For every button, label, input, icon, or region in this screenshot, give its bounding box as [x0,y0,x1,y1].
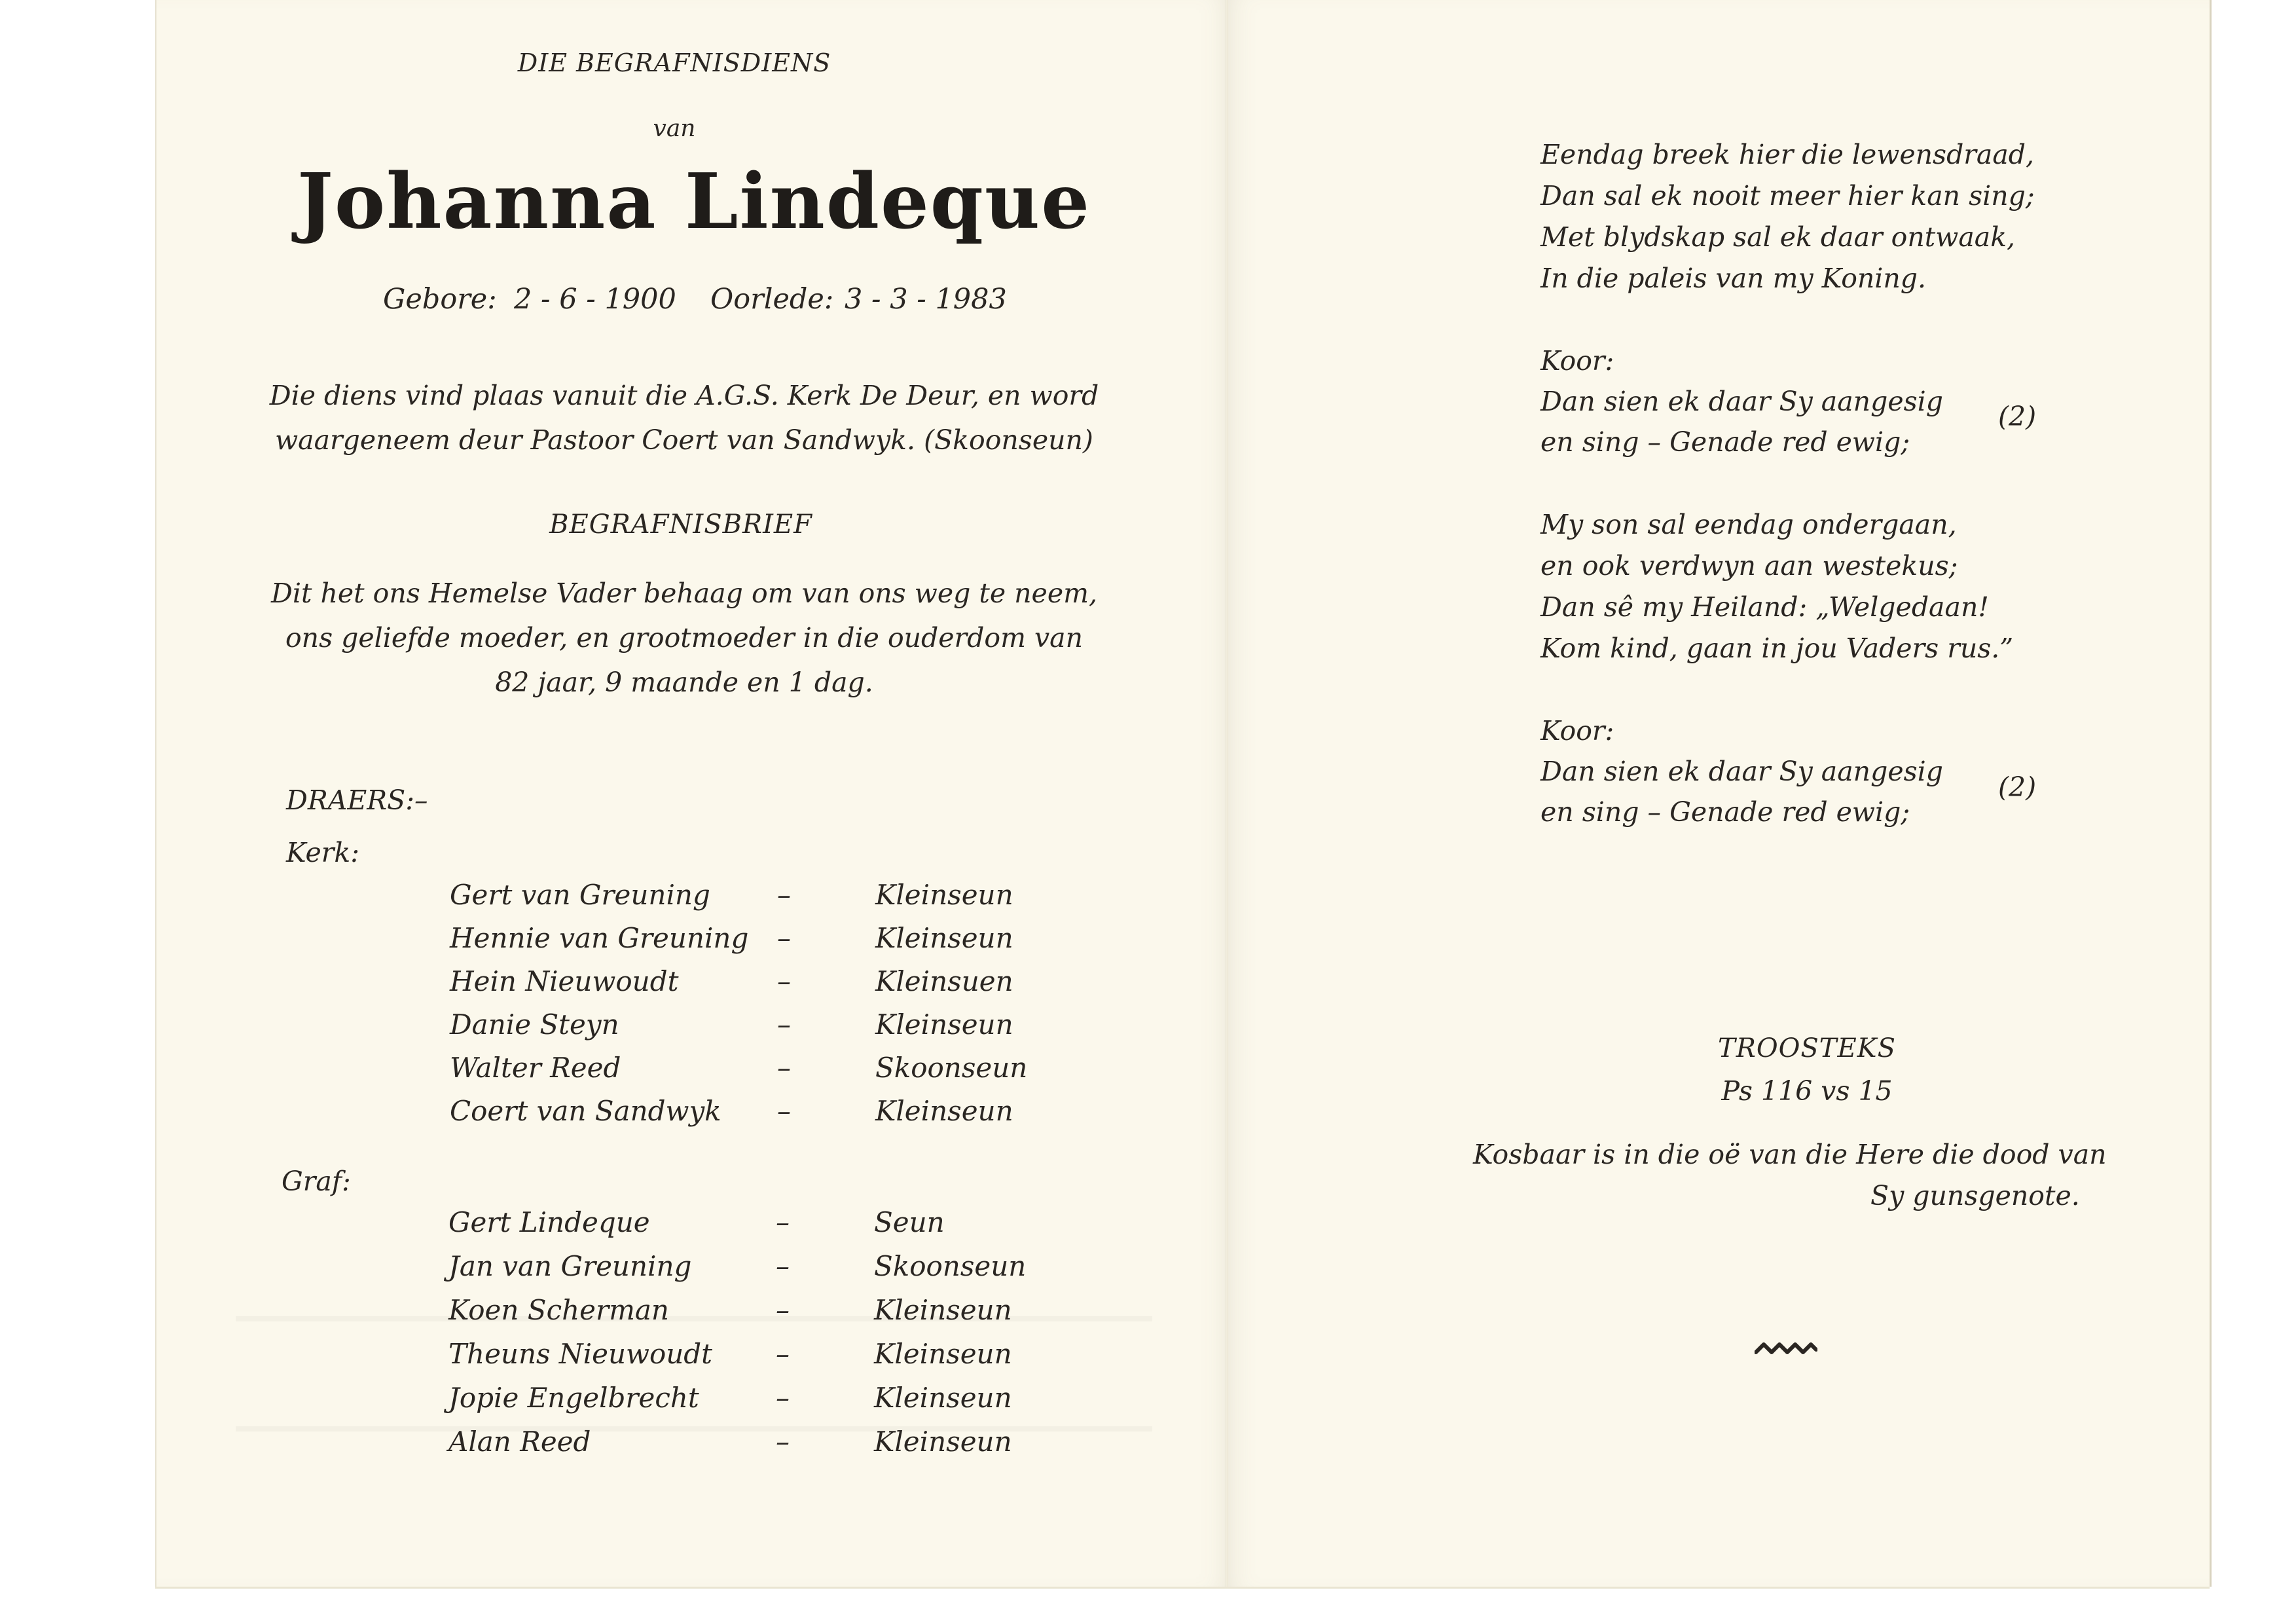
bearers-title: DRAERS:– [286,784,428,816]
chorus1-label: Koor: [1540,345,1614,377]
service-heading: DIE BEGRAFNISDIENS [517,48,831,77]
comfort-text-line-1: Kosbaar is in die oë van die Here die dood van [1473,1139,2107,1170]
bearer-name: Hein Nieuwoudt [450,965,679,997]
born-date: 2 - 6 - 1900 [514,283,676,316]
bearer-name: Koen Scherman [448,1294,669,1326]
verse2-line-3: Dan sê my Heiland: „Welgedaan! [1540,591,1989,623]
bearer-dash: – [776,1426,790,1458]
bearer-relation: Kleinseun [875,922,1013,954]
bearer-name: Danie Steyn [450,1008,619,1041]
bearer-relation: Kleinseun [874,1382,1012,1414]
bearer-dash: – [776,1338,790,1370]
letter-line-1: Dit het ons Hemelse Vader behaag om van ons weg te neem, [270,578,1097,609]
bearer-dash: – [777,922,791,954]
service-line-1: Die diens vind plaas vanuit die A.G.S. Kerk De Deur, en word [269,380,1099,411]
page-fold [1226,0,1228,1587]
van-label: van [653,115,696,142]
paper-bottom-edge [155,1587,2210,1589]
bearer-relation: Kleinsuen [875,965,1013,997]
verse1-line-4: In die paleis van my Koning. [1540,263,1927,294]
wavy-ornament-icon [1755,1339,1817,1359]
comfort-text-title: TROOSTEKS [1718,1033,1896,1063]
verse2-line-4: Kom kind, gaan in jou Vaders rus.” [1540,633,2014,664]
bearer-name: Jan van Greuning [448,1250,692,1282]
bearer-name: Hennie van Greuning [450,922,749,954]
service-line-2: waargeneem deur Pastoor Coert van Sandwyk. (Skoonseun) [275,424,1093,456]
bearer-name: Coert van Sandwyk [450,1095,721,1127]
bearer-relation: Kleinseun [875,879,1013,911]
verse1-line-1: Eendag breek hier die lewensdraad, [1540,139,2035,170]
chorus1-line-2: en sing – Genade red ewig; [1540,426,1910,458]
bearer-relation: Kleinseun [874,1426,1012,1458]
bearer-relation: Kleinseun [875,1095,1013,1127]
bearer-relation: Skoonseun [875,1052,1028,1084]
bearer-relation: Kleinseun [874,1294,1012,1326]
verse1-line-3: Met blydskap sal ek daar ontwaak, [1540,221,2016,253]
chorus2-label: Koor: [1540,715,1614,747]
bearer-dash: – [777,1052,791,1084]
verse1-line-2: Dan sal ek nooit meer hier kan sing; [1540,180,2035,212]
chorus1-line-1: Dan sien ek daar Sy aangesig [1540,386,1943,417]
bearer-dash: – [777,1095,791,1127]
kerk-bearers-list [450,879,1104,1141]
comfort-text-reference: Ps 116 vs 15 [1721,1075,1893,1107]
deceased-name: Johanna Lindeque [297,157,1091,246]
bearer-relation: Kleinseun [875,1008,1013,1041]
bearer-dash: – [776,1250,790,1282]
verse2-line-1: My son sal eendag ondergaan, [1540,509,1957,540]
verse2-line-2: en ook verdwyn aan westekus; [1540,550,1958,581]
bearer-dash: – [776,1206,790,1238]
graf-label: Graf: [282,1166,351,1197]
bearer-name: Jopie Engelbrecht [448,1382,699,1414]
died-label: Oorlede: [710,283,834,316]
bearer-name: Walter Reed [450,1052,621,1084]
bearer-dash: – [776,1382,790,1414]
bearer-dash: – [776,1294,790,1326]
chorus2-repeat: (2) [1998,771,2037,803]
bearer-relation: Seun [874,1206,945,1238]
bearer-relation: Kleinseun [874,1338,1012,1370]
letter-title: BEGRAFNISBRIEF [549,509,812,540]
bearer-dash: – [777,1008,791,1041]
bearer-dash: – [777,965,791,997]
died-date: 3 - 3 - 1983 [845,283,1007,316]
bearer-dash: – [777,879,791,911]
chorus2-line-2: en sing – Genade red ewig; [1540,796,1910,828]
bearer-name: Alan Reed [448,1426,591,1458]
chorus1-repeat: (2) [1998,401,2037,432]
comfort-text-line-2: Sy gunsgenote. [1870,1180,2080,1211]
letter-line-3: 82 jaar, 9 maande en 1 dag. [495,667,873,698]
bearer-name: Theuns Nieuwoudt [448,1338,713,1370]
chorus2-line-1: Dan sien ek daar Sy aangesig [1540,756,1943,787]
born-label: Gebore: [383,283,497,316]
graf-bearers-list [448,1206,1103,1468]
bearer-relation: Skoonseun [874,1250,1027,1282]
bearer-name: Gert van Greuning [450,879,710,911]
kerk-label: Kerk: [286,837,360,868]
bearer-name: Gert Lindeque [448,1206,650,1238]
letter-line-2: ons geliefde moeder, en grootmoeder in die ouderdom van [285,622,1083,654]
